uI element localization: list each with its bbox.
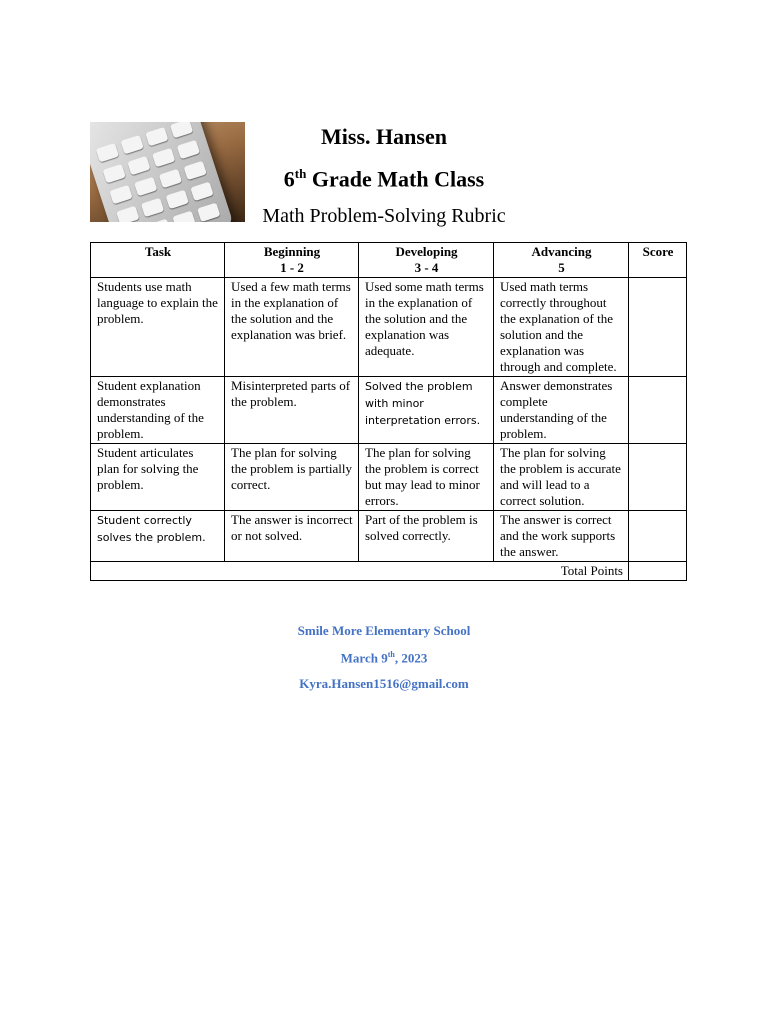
advancing-cell: Answer demonstrates complete understanding of the problem.	[494, 377, 629, 444]
advancing-cell: Used math terms correctly throughout the explanation of the solution and the explanation was through and complete.	[494, 278, 629, 377]
table-header-row	[91, 243, 687, 278]
beginning-cell: Used a few math terms in the explanation of the solution and the explanation was brief.	[225, 278, 359, 377]
calculator-key	[109, 185, 132, 204]
date-rest: , 2023	[394, 650, 428, 666]
developing-cell: Part of the problem is solved correctly.	[359, 511, 494, 562]
email-address[interactable]: Kyra.Hansen1516@gmail.com	[299, 676, 469, 691]
grade-suffix: th	[294, 166, 307, 181]
beginning-cell: The plan for solving the problem is partially correct.	[225, 444, 359, 511]
calculator-key	[184, 161, 207, 180]
task-cell: Student correctly solves the problem.	[91, 511, 225, 562]
developing-cell: Solved the problem with minor interpretation errors.	[359, 377, 494, 444]
task-cell: Students use math language to explain the problem.	[91, 278, 225, 377]
calculator-key	[148, 219, 171, 222]
beginning-cell: Misinterpreted parts of the problem.	[225, 377, 359, 444]
task-cell: Student explanation demonstrates understanding of the problem.	[91, 377, 225, 444]
developing-cell: The plan for solving the problem is correct but may lead to minor errors.	[359, 444, 494, 511]
calculator-photo	[90, 122, 245, 222]
calculator-key	[120, 135, 143, 154]
header-score: Score	[629, 243, 687, 278]
calculator-key	[134, 177, 157, 196]
calculator-key	[152, 148, 175, 167]
calculator-key	[96, 143, 119, 162]
date	[0, 650, 768, 666]
date-suffix: th	[387, 650, 395, 659]
calculator-key	[170, 122, 193, 138]
calculator-key	[197, 203, 220, 222]
header-advancing: Advancing 5	[494, 243, 629, 278]
calculator-key	[145, 127, 168, 146]
score-cell[interactable]	[629, 444, 687, 511]
header-beginning: Beginning 1 - 2	[225, 243, 359, 278]
calculator-key	[141, 198, 164, 217]
calculator-key	[127, 156, 150, 175]
table-row	[91, 511, 687, 562]
score-cell[interactable]	[629, 377, 687, 444]
advancing-cell: The answer is correct and the work supports the answer.	[494, 511, 629, 562]
total-points-label: Total Points	[91, 562, 629, 581]
school-name: Smile More Elementary School	[297, 623, 471, 638]
calculator-key	[172, 211, 195, 222]
calculator-body	[90, 122, 234, 222]
calculator-key	[159, 169, 182, 188]
calculator-key	[177, 140, 200, 159]
score-cell[interactable]	[629, 511, 687, 562]
rubric-table	[90, 242, 687, 581]
class-title-rest: Grade Math Class	[306, 166, 485, 192]
table-row	[91, 377, 687, 444]
calculator-key	[190, 182, 213, 201]
score-cell[interactable]	[629, 278, 687, 377]
table-row	[91, 278, 687, 377]
advancing-cell: The plan for solving the problem is accurate and will lead to a correct solution.	[494, 444, 629, 511]
total-row	[91, 562, 687, 581]
grade-number: 6	[283, 166, 295, 192]
calculator-key	[116, 206, 139, 222]
developing-cell: Used some math terms in the explanation of the solution and the explanation was adequate.	[359, 278, 494, 377]
total-points-cell[interactable]	[629, 562, 687, 581]
header-task: Task	[91, 243, 225, 278]
teacher-name: Miss. Hansen	[321, 124, 447, 149]
task-cell: Student articulates plan for solving the problem.	[91, 444, 225, 511]
calculator-key	[166, 190, 189, 209]
beginning-cell: The answer is incorrect or not solved.	[225, 511, 359, 562]
header-developing: Developing 3 - 4	[359, 243, 494, 278]
date-prefix: March 9	[340, 650, 388, 666]
class-title	[246, 166, 522, 192]
rubric-subtitle: Math Problem-Solving Rubric	[262, 205, 506, 227]
calculator-key	[103, 164, 126, 183]
table-row	[91, 444, 687, 511]
